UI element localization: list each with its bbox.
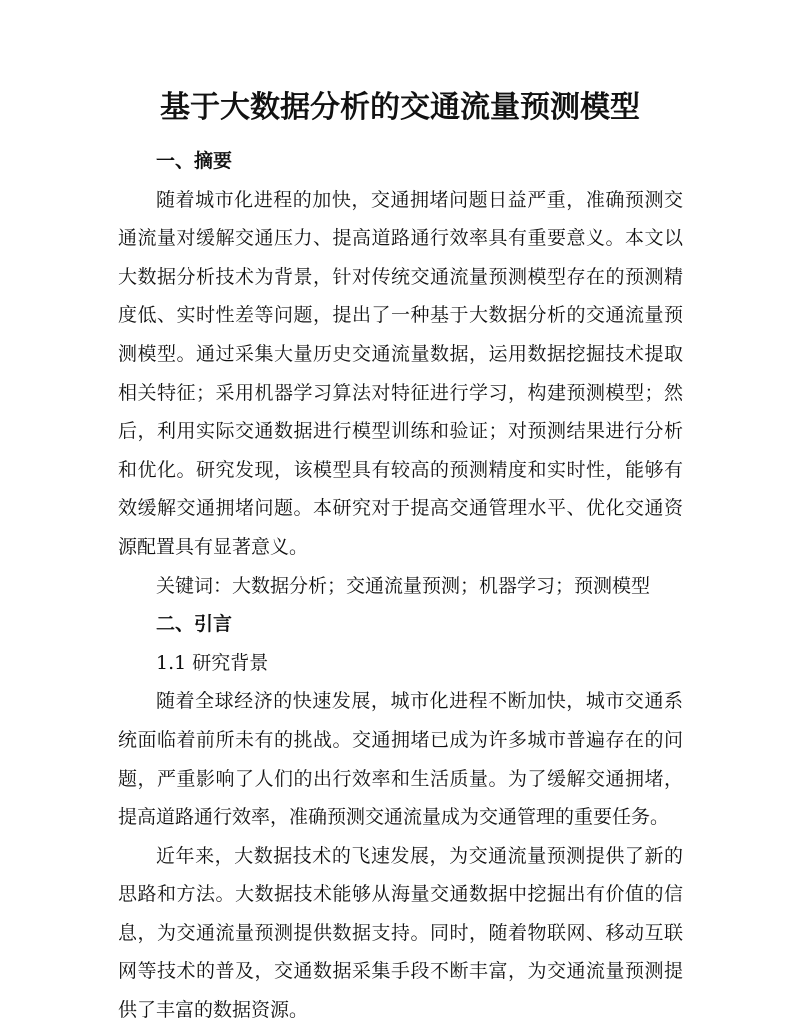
introduction-paragraph-1: 随着全球经济的快速发展，城市化进程不断加快，城市交通系统面临着前所未有的挑战。交通拥堵已成为许多城市普遍存在的问题，严重影响了人们的出行效率和生活质量。为了缓解交通拥堵，提高道路通行效率，准确预测交通流量成为交通管理的重要任务。 (118, 690, 683, 829)
introduction-heading: 二、引言 (156, 613, 233, 636)
document-body (118, 142, 683, 1030)
section-1-1-heading: 1.1 研究背景 (156, 651, 269, 674)
introduction-paragraph-2: 近年来，大数据技术的飞速发展，为交通流量预测提供了新的思路和方法。大数据技术能够从海量交通数据中挖掘出有价值的信息，为交通流量预测提供数据支持。同时，随着物联网、移动互联网等技术的普及，交通数据采集手段不断丰富，为交通流量预测提供了丰富的数据资源。 (118, 844, 683, 1022)
keywords-line: 关键词：大数据分析；交通流量预测；机器学习；预测模型 (156, 574, 651, 597)
abstract-paragraph: 随着城市化进程的加快，交通拥堵问题日益严重，准确预测交通流量对缓解交通压力、提高道路通行效率具有重要意义。本文以大数据分析技术为背景，针对传统交通流量预测模型存在的预测精度低、实时性差等问题，提出了一种基于大数据分析的交通流量预测模型。通过采集大量历史交通流量数据，运用数据挖掘技术提取相关特征；采用机器学习算法对特征进行学习，构建预测模型；然后，利用实际交通数据进行模型训练和验证；对预测结果进行分析和优化。研究发现，该模型具有较高的预测精度和实时性，能够有效缓解交通拥堵问题。本研究对于提高交通管理水平、优化交通资源配置具有显著意义。 (118, 188, 683, 558)
document-title: 基于大数据分析的交通流量预测模型 (160, 90, 640, 125)
abstract-heading: 一、摘要 (156, 150, 233, 172)
